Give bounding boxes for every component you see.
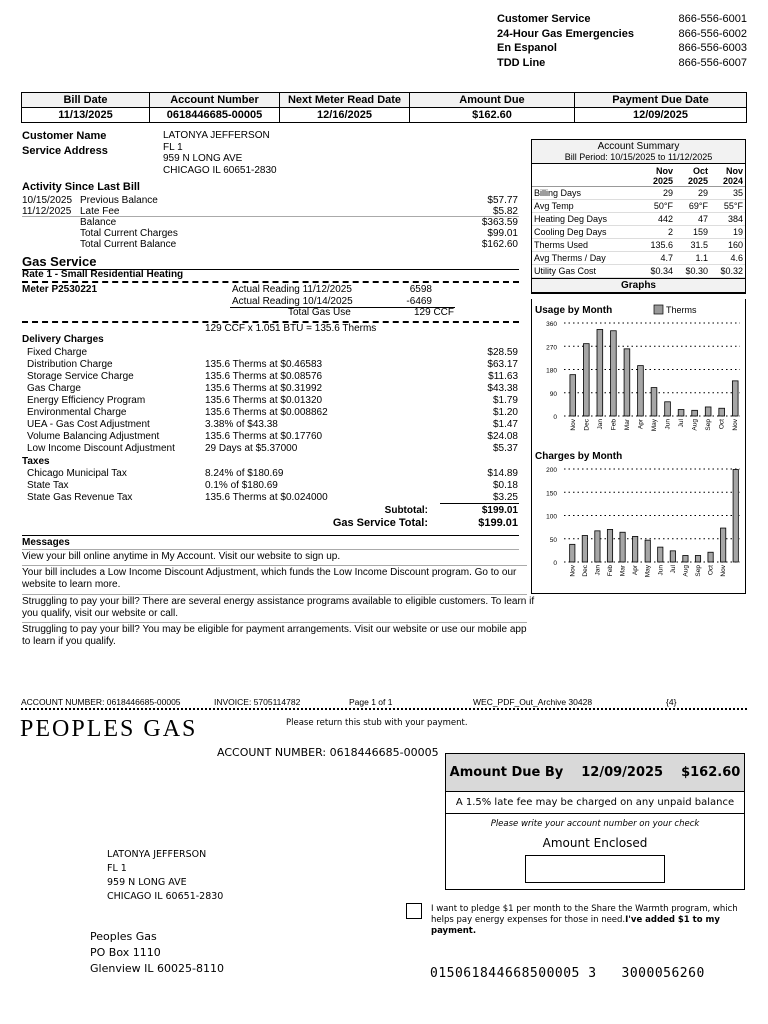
summary-value: 4.6 bbox=[710, 251, 745, 264]
late-fee-note: A 1.5% late fee may be charged on any unpaid balance bbox=[446, 792, 744, 814]
contact-row: TDD Line 866-556-6007 bbox=[497, 56, 747, 69]
activity-date: 11/12/2025 bbox=[22, 206, 72, 217]
x-tick-label: Feb bbox=[607, 565, 614, 577]
total-gas-value: 129 CCF bbox=[414, 307, 455, 318]
activity-title: Activity Since Last Bill bbox=[22, 181, 140, 193]
footer-invoice: INVOICE: 5705114782 bbox=[214, 697, 301, 707]
bar bbox=[597, 329, 603, 416]
bill-period: Bill Period: 10/15/2025 to 11/12/2025 bbox=[564, 152, 713, 162]
message: View your bill online anytime in My Account. Visit our website to sign up. bbox=[22, 551, 341, 562]
charge-name: Low Income Discount Adjustment bbox=[27, 443, 175, 454]
bar bbox=[733, 469, 738, 562]
summary-row-label: Avg Temp bbox=[532, 199, 640, 212]
x-tick-label: Jul bbox=[678, 419, 686, 428]
footer-page: Page 1 of 1 bbox=[349, 697, 393, 707]
footer-code: {4} bbox=[666, 697, 677, 707]
x-tick-label: Jun bbox=[664, 419, 672, 430]
usage-chart bbox=[532, 301, 745, 446]
x-tick-label: Nov bbox=[732, 419, 740, 431]
reading-label: Actual Reading 10/14/2025 bbox=[232, 296, 353, 307]
bar bbox=[692, 410, 698, 416]
reading-value: -6469 bbox=[406, 296, 432, 307]
pledge-text: I want to pledge $1 per month to the Share the Warmth program, which helps pay energy expenses for those in need.I've added $1 to my payment. bbox=[431, 904, 738, 936]
address-line: 959 N LONG AVE bbox=[163, 153, 243, 164]
y-tick-label: 0 bbox=[553, 560, 557, 567]
customer-name-label: Customer Name bbox=[22, 130, 107, 142]
account-summary bbox=[531, 139, 746, 294]
y-tick-label: 90 bbox=[549, 390, 557, 398]
bill-date: 11/13/2025 bbox=[22, 108, 150, 123]
account-number: 0618446685-00005 bbox=[150, 108, 280, 123]
amount-due: $162.60 bbox=[410, 108, 575, 123]
summary-row-label: Heating Deg Days bbox=[532, 212, 640, 225]
x-tick-label: Jan bbox=[594, 565, 602, 576]
footer-account: ACCOUNT NUMBER: 0618446685-00005 bbox=[21, 697, 181, 707]
address-line: 959 N LONG AVE bbox=[107, 877, 187, 888]
bar bbox=[705, 407, 711, 416]
x-tick-label: Aug bbox=[682, 565, 690, 577]
y-tick-label: 0 bbox=[553, 414, 557, 421]
divider bbox=[22, 594, 527, 595]
charge-name: Volume Balancing Adjustment bbox=[27, 431, 160, 442]
summary-row-label: Avg Therms / Day bbox=[532, 251, 640, 264]
charge-calc: 135.6 Therms at $0.01320 bbox=[205, 395, 323, 406]
message: Your bill includes a Low Income Discount Adjustment, which funds the Low Income Discount program. Go to our website to learn more. bbox=[22, 567, 517, 590]
divider bbox=[22, 565, 527, 566]
legend-swatch bbox=[654, 305, 663, 314]
address-line: FL 1 bbox=[107, 863, 127, 874]
activity-desc: Balance bbox=[80, 217, 117, 228]
divider bbox=[440, 503, 519, 504]
x-tick-label: Jul bbox=[669, 565, 677, 574]
y-tick-label: 100 bbox=[546, 513, 557, 521]
activity-desc: Previous Balance bbox=[80, 195, 158, 206]
rate-label: Rate 1 - Small Residential Heating bbox=[22, 269, 184, 280]
charge-calc: 135.6 Therms at $0.31992 bbox=[205, 383, 323, 394]
col-header: Nov 2024 bbox=[710, 164, 745, 186]
divider bbox=[22, 281, 519, 283]
charge-name: Gas Charge bbox=[27, 383, 81, 394]
charge-amount: $63.17 bbox=[487, 359, 518, 370]
contact-row: 24-Hour Gas Emergencies 866-556-6002 bbox=[497, 27, 747, 40]
activity-amount: $57.77 bbox=[487, 195, 518, 206]
amount-due-box bbox=[445, 753, 745, 890]
x-tick-label: Mar bbox=[623, 419, 631, 431]
activity-date: 10/15/2025 bbox=[22, 195, 73, 206]
charge-amount: $1.20 bbox=[492, 407, 518, 418]
summary-value: 31.5 bbox=[675, 238, 710, 251]
pledge-checkbox[interactable] bbox=[406, 903, 422, 919]
summary-value: 1.1 bbox=[675, 251, 710, 264]
gas-service-total-label: Gas Service Total: bbox=[332, 517, 428, 529]
summary-value: 4.7 bbox=[640, 251, 675, 264]
y-tick-label: 270 bbox=[546, 344, 557, 352]
contact-row: Customer Service 866-556-6001 bbox=[497, 13, 747, 25]
summary-title: Account Summary bbox=[597, 141, 680, 152]
bar bbox=[624, 349, 630, 416]
charge-calc: 0.1% of $180.69 bbox=[205, 480, 278, 491]
reading-label: Actual Reading 11/12/2025 bbox=[232, 284, 352, 295]
bar bbox=[620, 532, 625, 562]
bar bbox=[719, 408, 725, 416]
charge-amount: $0.18 bbox=[492, 480, 518, 491]
bar bbox=[651, 388, 657, 416]
x-tick-label: Nov bbox=[720, 565, 728, 577]
messages-title: Messages bbox=[22, 537, 70, 548]
charge-calc: 8.24% of $180.69 bbox=[205, 468, 284, 479]
bar bbox=[638, 366, 644, 416]
gas-service-title: Gas Service bbox=[22, 254, 97, 269]
charts-panel bbox=[531, 299, 746, 594]
conversion-note: 129 CCF x 1.051 BTU = 135.6 Therms bbox=[205, 323, 377, 334]
col-header: Oct 2025 bbox=[675, 164, 710, 186]
y-tick-label: 50 bbox=[549, 536, 557, 544]
amount-due-row bbox=[446, 754, 744, 792]
divider bbox=[22, 622, 527, 623]
x-tick-label: Oct bbox=[707, 565, 715, 576]
summary-value: $0.32 bbox=[710, 264, 745, 277]
charge-calc: 29 Days at $5.37000 bbox=[205, 443, 298, 454]
x-tick-label: May bbox=[644, 565, 652, 578]
charge-calc: 135.6 Therms at $0.008862 bbox=[205, 407, 328, 418]
stub-account-number: ACCOUNT NUMBER: 0618446685-00005 bbox=[217, 746, 439, 759]
activity-amount: $99.01 bbox=[487, 228, 518, 239]
summary-row bbox=[532, 264, 745, 277]
summary-value: 442 bbox=[640, 212, 675, 225]
meter-label: Meter P2530221 bbox=[22, 284, 98, 295]
charge-amount: $24.08 bbox=[487, 431, 518, 442]
y-tick-label: 200 bbox=[546, 467, 557, 474]
customer-name: LATONYA JEFFERSON bbox=[163, 130, 270, 141]
charge-name: Storage Service Charge bbox=[27, 371, 134, 382]
bar bbox=[595, 531, 600, 562]
subtotal-label: Subtotal: bbox=[384, 505, 428, 516]
due-label: Amount Due By bbox=[449, 765, 564, 780]
chart-title: Charges by Month bbox=[535, 451, 623, 462]
bar bbox=[645, 540, 650, 562]
charge-amount: $5.37 bbox=[492, 443, 518, 454]
col-header: Nov 2025 bbox=[640, 164, 675, 186]
bar bbox=[665, 402, 671, 416]
bill-date-label: Bill Date bbox=[22, 93, 150, 108]
service-address-label: Service Address bbox=[22, 145, 108, 157]
bar bbox=[658, 547, 663, 562]
bar bbox=[732, 381, 738, 416]
footer-archive: WEC_PDF_Out_Archive 30428 bbox=[473, 697, 593, 707]
payment-due-date: 12/09/2025 bbox=[575, 108, 747, 123]
amount-enclosed-label: Amount Enclosed bbox=[542, 836, 648, 850]
bar bbox=[611, 331, 617, 416]
bar bbox=[607, 529, 612, 562]
divider bbox=[22, 549, 519, 550]
summary-table bbox=[532, 164, 745, 278]
bar bbox=[670, 551, 675, 562]
summary-value: $0.34 bbox=[640, 264, 675, 277]
charge-name: Fixed Charge bbox=[27, 347, 88, 358]
divider bbox=[22, 535, 519, 536]
summary-row-label: Utility Gas Cost bbox=[532, 264, 640, 277]
x-tick-label: Apr bbox=[637, 419, 645, 430]
payment-due-label: Payment Due Date bbox=[575, 93, 747, 108]
charge-amount: $28.59 bbox=[487, 347, 518, 358]
summary-row-label: Cooling Deg Days bbox=[532, 225, 640, 238]
bar bbox=[582, 535, 587, 562]
address-line: CHICAGO IL 60651-2830 bbox=[107, 891, 224, 902]
bar bbox=[695, 555, 700, 562]
message: Struggling to pay your bill? There are several energy assistance programs available to eligible customers. To learn if you qualify, visit our website or call. bbox=[22, 596, 535, 619]
summary-header bbox=[532, 140, 745, 164]
summary-value: 160 bbox=[710, 238, 745, 251]
y-tick-label: 180 bbox=[546, 367, 557, 375]
summary-row bbox=[532, 238, 745, 251]
peoples-gas-logo: PEOPLES GAS bbox=[20, 716, 198, 742]
summary-value: 384 bbox=[710, 212, 745, 225]
summary-row-label: Therms Used bbox=[532, 238, 640, 251]
contact-row: En Espanol 866-556-6003 bbox=[497, 42, 747, 54]
summary-row bbox=[532, 251, 745, 264]
return-note: Please return this stub with your payment. bbox=[286, 718, 468, 728]
charges-chart bbox=[532, 447, 745, 592]
summary-value: 2 bbox=[640, 225, 675, 238]
summary-row bbox=[532, 199, 745, 212]
bar bbox=[633, 536, 638, 562]
amount-due-label: Amount Due bbox=[410, 93, 575, 108]
tear-line bbox=[21, 708, 747, 710]
address-line: LATONYA JEFFERSON bbox=[107, 849, 207, 860]
bar bbox=[570, 544, 575, 562]
address-line: PO Box 1110 bbox=[90, 946, 161, 959]
charge-name: Distribution Charge bbox=[27, 359, 113, 370]
x-tick-label: Mar bbox=[619, 565, 627, 577]
x-tick-label: Dec bbox=[583, 419, 591, 431]
due-amount: $162.60 bbox=[681, 765, 741, 780]
bill-header-table bbox=[21, 92, 747, 123]
charge-amount: $11.63 bbox=[488, 371, 518, 382]
charge-name: State Gas Revenue Tax bbox=[27, 492, 133, 503]
due-date: 12/09/2025 bbox=[581, 765, 664, 780]
charge-name: Chicago Municipal Tax bbox=[27, 468, 127, 479]
y-tick-label: 360 bbox=[546, 321, 557, 328]
x-tick-label: Nov bbox=[569, 565, 577, 577]
bar bbox=[721, 528, 726, 562]
activity-desc: Total Current Charges bbox=[80, 228, 178, 239]
activity-desc: Late Fee bbox=[80, 206, 120, 217]
summary-value: 50°F bbox=[640, 199, 675, 212]
summary-value: 159 bbox=[675, 225, 710, 238]
x-tick-label: Aug bbox=[691, 419, 699, 431]
x-tick-label: Apr bbox=[632, 565, 640, 576]
x-tick-label: May bbox=[651, 419, 658, 432]
next-read-date: 12/16/2025 bbox=[280, 108, 410, 123]
customer-address bbox=[163, 130, 277, 176]
x-tick-label: Jan bbox=[596, 419, 604, 430]
total-gas-label: Total Gas Use bbox=[288, 307, 351, 318]
remit-address bbox=[90, 929, 224, 977]
chart-title: Usage by Month bbox=[535, 305, 613, 316]
charge-amount: $1.47 bbox=[492, 419, 518, 430]
charge-name: Environmental Charge bbox=[27, 407, 127, 418]
x-tick-label: Oct bbox=[718, 419, 726, 430]
charge-calc: 3.38% of $43.38 bbox=[205, 419, 278, 430]
charge-calc: 135.6 Therms at $0.024000 bbox=[205, 492, 328, 503]
bar bbox=[583, 344, 589, 416]
amount-enclosed-input[interactable] bbox=[525, 855, 665, 883]
bar bbox=[683, 555, 688, 562]
charge-calc: 135.6 Therms at $0.08576 bbox=[205, 371, 323, 382]
gas-service-total: $199.01 bbox=[478, 517, 518, 529]
summary-value: 135.6 bbox=[640, 238, 675, 251]
taxes-title: Taxes bbox=[22, 456, 50, 467]
summary-value: 29 bbox=[675, 186, 710, 199]
charge-name: Energy Efficiency Program bbox=[27, 395, 146, 406]
legend-label: Therms bbox=[666, 305, 697, 315]
delivery-title: Delivery Charges bbox=[22, 334, 104, 345]
charge-name: State Tax bbox=[27, 480, 69, 491]
charge-calc: 135.6 Therms at $0.17760 bbox=[205, 431, 323, 442]
summary-value: $0.30 bbox=[675, 264, 710, 277]
micr-line: 015061844668500005 3 3000056260 bbox=[430, 966, 705, 981]
write-account-note: Please write your account number on your check bbox=[490, 819, 700, 829]
x-tick-label: Sep bbox=[695, 565, 702, 577]
summary-row bbox=[532, 186, 745, 199]
message: Struggling to pay your bill? You may be eligible for payment arrangements. Visit our website or use our mobile app to learn if you qualify. bbox=[22, 624, 527, 647]
x-tick-label: Nov bbox=[569, 419, 577, 431]
charge-amount: $14.89 bbox=[487, 468, 518, 479]
summary-row bbox=[532, 225, 745, 238]
account-number-label: Account Number bbox=[150, 93, 280, 108]
x-tick-label: Jun bbox=[657, 565, 665, 576]
charge-name: UEA - Gas Cost Adjustment bbox=[27, 419, 150, 430]
reading-value: 6598 bbox=[409, 284, 432, 295]
contact-block bbox=[497, 13, 747, 71]
summary-row-label: Billing Days bbox=[532, 186, 640, 199]
charge-amount: $1.79 bbox=[492, 395, 518, 406]
activity-amount: $162.60 bbox=[481, 239, 518, 250]
x-tick-label: Dec bbox=[581, 565, 589, 577]
mailing-address bbox=[107, 848, 223, 904]
summary-value: 69°F bbox=[675, 199, 710, 212]
activity-amount: $363.59 bbox=[481, 217, 518, 228]
activity-amount: $5.82 bbox=[492, 206, 518, 217]
subtotal-value: $199.01 bbox=[481, 505, 518, 516]
address-line: Peoples Gas bbox=[90, 930, 157, 943]
charge-amount: $3.25 bbox=[492, 492, 518, 503]
summary-value: 29 bbox=[640, 186, 675, 199]
charge-amount: $43.38 bbox=[487, 383, 518, 394]
x-tick-label: Feb bbox=[610, 419, 618, 431]
summary-row bbox=[532, 212, 745, 225]
summary-value: 35 bbox=[710, 186, 745, 199]
address-line: Glenview IL 60025-8110 bbox=[90, 962, 224, 975]
charge-calc: 135.6 Therms at $0.46583 bbox=[205, 359, 323, 370]
summary-value: 47 bbox=[675, 212, 710, 225]
graphs-label: Graphs bbox=[532, 278, 745, 293]
summary-value: 19 bbox=[710, 225, 745, 238]
activity-desc: Total Current Balance bbox=[80, 239, 177, 250]
y-tick-label: 150 bbox=[546, 490, 557, 498]
address-line: FL 1 bbox=[163, 141, 183, 153]
bar bbox=[570, 375, 576, 416]
bar bbox=[708, 552, 713, 562]
address-line: CHICAGO IL 60651-2830 bbox=[163, 164, 277, 176]
bar bbox=[678, 410, 684, 416]
x-tick-label: Sep bbox=[705, 419, 713, 431]
summary-value: 55°F bbox=[710, 199, 745, 212]
next-read-label: Next Meter Read Date bbox=[280, 93, 410, 108]
